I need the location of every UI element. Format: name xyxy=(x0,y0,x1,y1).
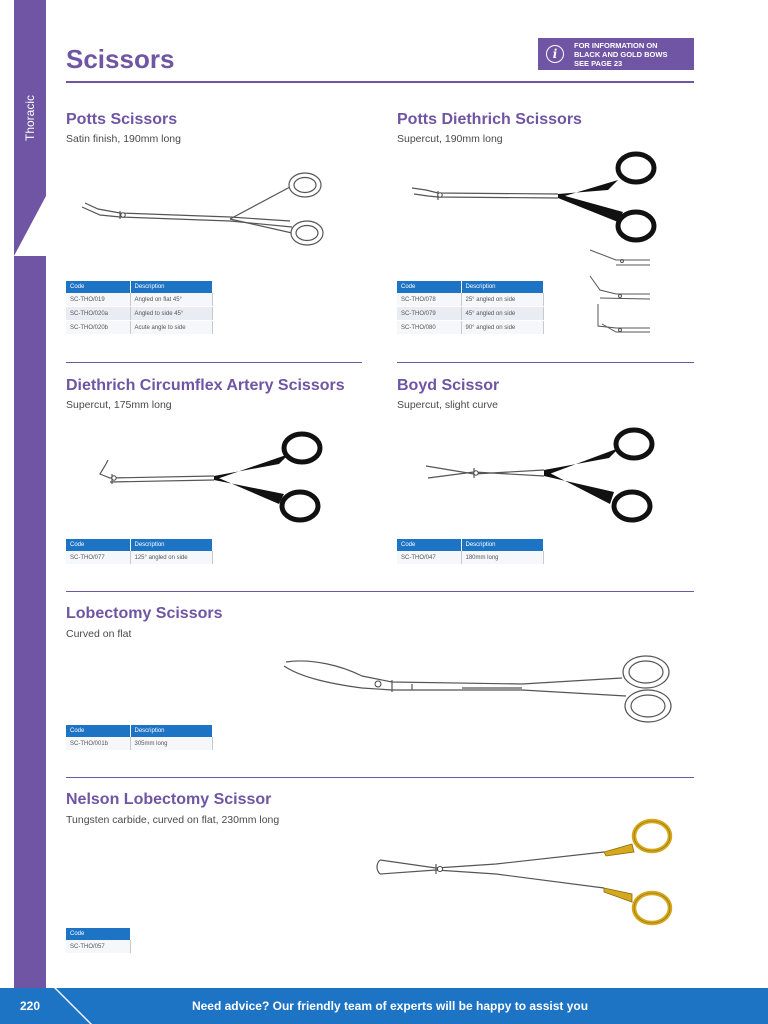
diethrich-circumflex-scissors-image xyxy=(94,428,330,526)
table-row xyxy=(397,293,543,307)
section-divider xyxy=(66,777,694,778)
diethrich-circumflex-title: Diethrich Circumflex Artery Scissors xyxy=(66,377,345,394)
potts-subtitle: Satin finish, 190mm long xyxy=(66,133,181,145)
table-row xyxy=(66,293,212,307)
potts-scissors-image xyxy=(80,165,330,250)
info-badge-line: SEE PAGE 23 xyxy=(574,58,623,68)
footer-text: Need advice? Our friendly team of experts will be happy to assist you xyxy=(191,999,589,1013)
potts-table xyxy=(66,281,213,335)
potts-title: Potts Scissors xyxy=(66,111,178,128)
product-code: SC-THO/019 xyxy=(66,293,130,307)
section-divider xyxy=(397,362,694,363)
nelson-table xyxy=(66,928,131,954)
description-header: Description xyxy=(130,725,212,737)
lobectomy-title: Lobectomy Scissors xyxy=(66,605,223,622)
code-header: Code xyxy=(66,539,130,551)
product-code: SC-THO/077 xyxy=(66,551,130,565)
boyd-subtitle: Supercut, slight curve xyxy=(397,399,498,411)
table-row xyxy=(397,321,543,335)
boyd-title: Boyd Scissor xyxy=(397,377,500,394)
info-badge-text xyxy=(574,41,667,68)
product-code: SC-THO/080 xyxy=(397,321,461,335)
table-row xyxy=(397,307,543,321)
potts-diethrich-scissors-image xyxy=(408,150,658,245)
table-row xyxy=(66,940,130,954)
potts-diethrich-subtitle: Supercut, 190mm long xyxy=(397,133,503,145)
lobectomy-subtitle: Curved on flat xyxy=(66,628,132,640)
product-description: 125° angled on side xyxy=(130,551,212,565)
table-row xyxy=(397,551,543,565)
boyd-scissors-image xyxy=(424,426,660,526)
table-row xyxy=(66,737,212,751)
footer-divider-shape xyxy=(54,988,104,1024)
product-description: 45° angled on side xyxy=(461,307,543,321)
page-title: Scissors xyxy=(66,44,175,74)
info-badge-line: BLACK AND GOLD BOWS xyxy=(574,49,668,59)
section-divider xyxy=(66,591,694,592)
product-code: SC-THO/020b xyxy=(66,321,130,335)
description-header: Description xyxy=(130,539,212,551)
nelson-scissors-image xyxy=(376,816,676,928)
table-row xyxy=(66,551,212,565)
diethrich-circumflex-subtitle: Supercut, 175mm long xyxy=(66,399,172,411)
product-code: SC-THO/020a xyxy=(66,307,130,321)
boyd-table xyxy=(397,539,544,565)
side-tab-label[interactable]: Thoracic xyxy=(23,95,37,142)
description-header: Description xyxy=(461,539,543,551)
description-header: Description xyxy=(461,281,543,293)
lobectomy-scissors-image xyxy=(282,648,674,724)
product-description: 90° angled on side xyxy=(461,321,543,335)
product-code: SC-THO/079 xyxy=(397,307,461,321)
lobectomy-table xyxy=(66,725,213,751)
nelson-subtitle: Tungsten carbide, curved on flat, 230mm long xyxy=(66,814,280,826)
product-code: SC-THO/078 xyxy=(397,293,461,307)
diethrich-circumflex-table xyxy=(66,539,213,565)
table-row xyxy=(66,307,212,321)
product-description: 305mm long xyxy=(130,737,212,751)
code-header: Code xyxy=(397,281,461,293)
info-badge[interactable] xyxy=(538,38,694,70)
product-description: Acute angle to side xyxy=(130,321,212,335)
potts-diethrich-title: Potts Diethrich Scissors xyxy=(397,111,582,128)
product-description: 25° angled on side xyxy=(461,293,543,307)
code-header: Code xyxy=(66,281,130,293)
nelson-title: Nelson Lobectomy Scissor xyxy=(66,791,272,808)
product-code: SC-THO/001b xyxy=(66,737,130,751)
product-code: SC-THO/057 xyxy=(66,940,130,954)
code-header: Code xyxy=(397,539,461,551)
product-description: 180mm long xyxy=(461,551,543,565)
tip-variants-image xyxy=(586,246,652,336)
info-icon: i xyxy=(546,45,564,63)
section-divider xyxy=(66,362,362,363)
code-header: Code xyxy=(66,928,130,940)
description-header: Description xyxy=(130,281,212,293)
potts-diethrich-table xyxy=(397,281,544,335)
side-tab-notch xyxy=(14,196,46,256)
table-row xyxy=(66,321,212,335)
product-code: SC-THO/047 xyxy=(397,551,461,565)
product-description: Angled to side 45° xyxy=(130,307,212,321)
info-badge-line: FOR INFORMATION ON xyxy=(574,40,658,50)
title-rule xyxy=(66,81,694,83)
page-number: 220 xyxy=(19,999,41,1013)
side-tab xyxy=(14,0,46,990)
product-description: Angled on flat 45° xyxy=(130,293,212,307)
code-header: Code xyxy=(66,725,130,737)
